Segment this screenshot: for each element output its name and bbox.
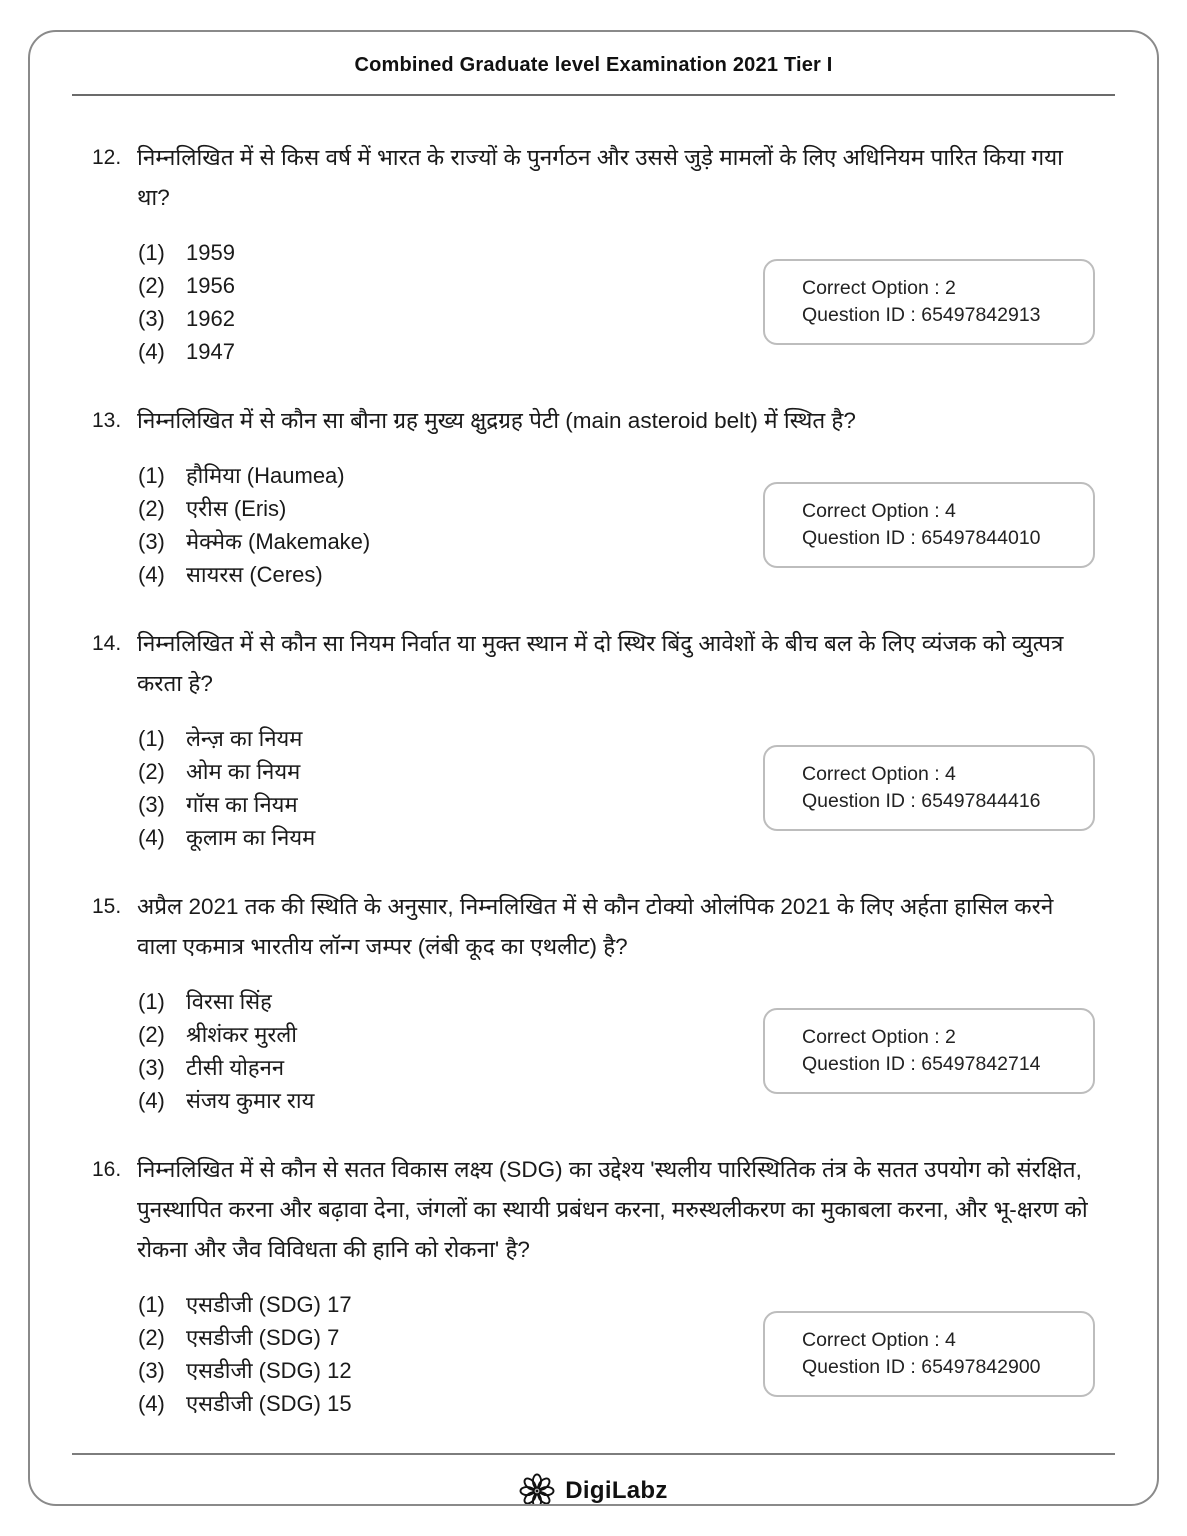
- option-row: [138, 459, 370, 492]
- question-body: [92, 236, 1095, 368]
- answer-key-box: [763, 745, 1095, 831]
- option-text: 1956: [186, 273, 235, 298]
- exam-title: Combined Graduate level Examination 2021 Tier I: [354, 54, 833, 76]
- option-text: एसडीजी (SDG) 7: [186, 1325, 340, 1350]
- option-list: [138, 459, 370, 591]
- correct-option-text: Correct Option : 2: [802, 277, 956, 299]
- question-text: निम्नलिखित में से कौन से सतत विकास लक्ष्य (SDG) का उद्देश्य 'स्थलीय पारिस्थितिक तंत्र के सतत उपयोग को संरक्षित, पुनस्थापित करना और बढ़ावा देना, जंगलों का स्थायी प्रबंधन करना, मरुस्थलीकरण का मुकाबला करना, और भू-क्षरण को रोकना और जैव विविधता की हानि को रोकना' है?: [137, 1157, 1088, 1262]
- option-text: टीसी योहनन: [186, 1055, 285, 1080]
- sheet-header: [30, 32, 1157, 96]
- question-text: निम्नलिखित में से किस वर्ष में भारत के राज्यों के पुनर्गठन और उससे जुड़े मामलों के लिए अधिनियम पारित किया गया था?: [137, 145, 1064, 210]
- question-text: निम्नलिखित में से कौन सा नियम निर्वात या मुक्त स्थान में दो स्थिर बिंदु आवेशों के बीच बल के लिए व्यंजक को व्युत्पत्र करता हे?: [137, 631, 1064, 696]
- option-text: 1947: [186, 339, 235, 364]
- option-text: हौमिया (Haumea): [186, 463, 345, 488]
- option-row: [138, 1018, 314, 1051]
- option-list: [138, 985, 314, 1117]
- option-row: [138, 1387, 352, 1420]
- option-text: लेन्ज़ का नियम: [186, 726, 303, 751]
- option-text: विरसा सिंह: [186, 989, 272, 1014]
- option-row: [138, 269, 235, 302]
- option-label: (2): [138, 1022, 165, 1047]
- correct-option-text: Correct Option : 4: [802, 763, 956, 785]
- correct-option-text: Correct Option : 2: [802, 1026, 956, 1048]
- question-head: [92, 401, 1095, 441]
- option-row: [138, 1084, 314, 1117]
- answer-key-box: [763, 1311, 1095, 1397]
- option-text: संजय कुमार राय: [186, 1088, 315, 1113]
- option-text: श्रीशंकर मुरली: [186, 1022, 298, 1047]
- exam-sheet: [28, 30, 1159, 1506]
- option-row: [138, 492, 370, 525]
- question-head: [92, 624, 1095, 704]
- option-text: एरीस (Eris): [186, 496, 287, 521]
- option-text: सायरस (Ceres): [186, 562, 323, 587]
- question-number: 16.: [92, 1158, 122, 1181]
- brand-row: [30, 1473, 1157, 1506]
- question-head: [92, 1150, 1095, 1270]
- question-block-16: [92, 1150, 1095, 1420]
- flower-atom-icon: [519, 1473, 555, 1506]
- option-row: [138, 1321, 352, 1354]
- option-label: (1): [138, 1292, 165, 1317]
- correct-option-text: Correct Option : 4: [802, 500, 956, 522]
- question-list: [30, 96, 1157, 1453]
- option-list: [138, 236, 235, 368]
- option-label: (3): [138, 792, 165, 817]
- option-label: (2): [138, 1325, 165, 1350]
- question-number: 14.: [92, 632, 122, 655]
- question-id-text: Question ID : 65497842714: [802, 1053, 1041, 1075]
- question-block-14: [92, 624, 1095, 854]
- question-head: [92, 138, 1095, 218]
- option-row: [138, 1288, 352, 1321]
- question-text: निम्नलिखित में से कौन सा बौना ग्रह मुख्य क्षुद्रग्रह पेटी (main asteroid belt) में स्थित है?: [137, 408, 856, 433]
- option-row: [138, 985, 314, 1018]
- option-row: [138, 755, 315, 788]
- question-id-text: Question ID : 65497842900: [802, 1356, 1041, 1378]
- question-body: [92, 459, 1095, 591]
- question-block-12: [92, 138, 1095, 368]
- option-text: एसडीजी (SDG) 12: [186, 1358, 352, 1383]
- brand-name: DigiLabz: [565, 1477, 668, 1504]
- option-label: (1): [138, 989, 165, 1014]
- question-number: 15.: [92, 895, 122, 918]
- option-label: (3): [138, 529, 165, 554]
- option-text: ओम का नियम: [186, 759, 301, 784]
- question-number: 12.: [92, 146, 122, 169]
- option-row: [138, 788, 315, 821]
- question-head: [92, 887, 1095, 967]
- option-label: (1): [138, 726, 165, 751]
- option-row: [138, 558, 370, 591]
- option-row: [138, 335, 235, 368]
- question-number: 13.: [92, 409, 122, 432]
- question-body: [92, 985, 1095, 1117]
- option-text: कूलाम का नियम: [186, 825, 316, 850]
- option-label: (1): [138, 240, 165, 265]
- option-text: एसडीजी (SDG) 15: [186, 1391, 352, 1416]
- answer-key-box: [763, 482, 1095, 568]
- answer-key-box: [763, 1008, 1095, 1094]
- option-text: मेक्मेक (Makemake): [186, 529, 371, 554]
- option-text: गॉस का नियम: [186, 792, 298, 817]
- option-row: [138, 302, 235, 335]
- question-body: [92, 1288, 1095, 1420]
- option-row: [138, 525, 370, 558]
- sheet-footer: [30, 1453, 1157, 1506]
- question-id-text: Question ID : 65497844416: [802, 790, 1041, 812]
- answer-key-box: [763, 259, 1095, 345]
- option-row: [138, 236, 235, 269]
- option-text: 1959: [186, 240, 235, 265]
- option-row: [138, 1354, 352, 1387]
- question-block-13: [92, 401, 1095, 591]
- question-text: अप्रैल 2021 तक की स्थिति के अनुसार, निम्नलिखित में से कौन टोक्यो ओलंपिक 2021 के लिए अर्हता हासिल करने वाला एकमात्र भारतीय लॉन्ग जम्पर (लंबी कूद का एथलीट) है?: [137, 894, 1054, 959]
- option-label: (4): [138, 562, 165, 587]
- option-list: [138, 1288, 352, 1420]
- option-row: [138, 821, 315, 854]
- option-list: [138, 722, 315, 854]
- option-label: (4): [138, 825, 165, 850]
- option-text: एसडीजी (SDG) 17: [186, 1292, 352, 1317]
- question-id-text: Question ID : 65497842913: [802, 304, 1041, 326]
- footer-divider: [72, 1453, 1115, 1455]
- option-label: (1): [138, 463, 165, 488]
- question-block-15: [92, 887, 1095, 1117]
- option-label: (2): [138, 273, 165, 298]
- option-label: (4): [138, 1391, 165, 1416]
- option-label: (3): [138, 1055, 165, 1080]
- option-label: (3): [138, 306, 165, 331]
- correct-option-text: Correct Option : 4: [802, 1329, 956, 1351]
- option-row: [138, 722, 315, 755]
- option-label: (2): [138, 496, 165, 521]
- option-row: [138, 1051, 314, 1084]
- question-id-text: Question ID : 65497844010: [802, 527, 1041, 549]
- option-label: (3): [138, 1358, 165, 1383]
- option-label: (4): [138, 1088, 165, 1113]
- question-body: [92, 722, 1095, 854]
- option-label: (4): [138, 339, 165, 364]
- option-text: 1962: [186, 306, 235, 331]
- option-label: (2): [138, 759, 165, 784]
